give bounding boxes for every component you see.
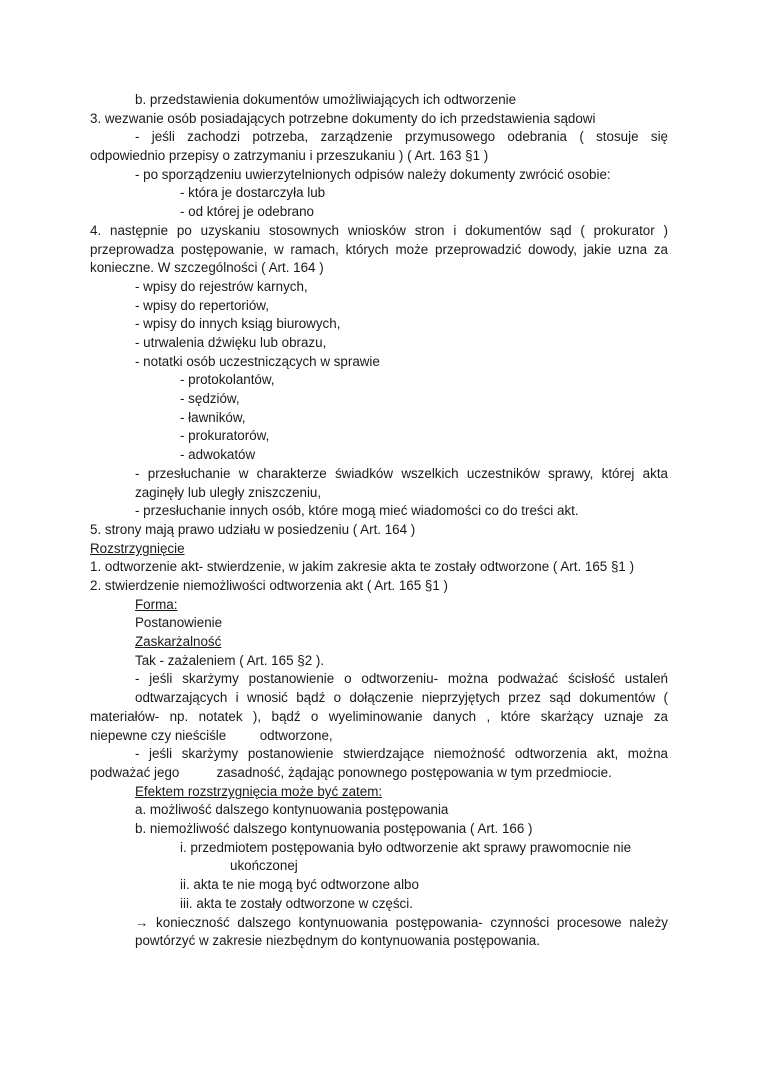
- text-line: 5. strony mają prawo udziału w posiedzeniu ( Art. 164 ): [90, 522, 416, 537]
- text-line: - przesłuchanie w charakterze świadków wszelkich uczestników sprawy, której akta: [135, 466, 668, 481]
- text-line: - jeśli skarżymy postanowienie o odtworzeniu- można podważać ścisłość ustaleń: [135, 671, 668, 686]
- text-line: 1. odtworzenie akt- stwierdzenie, w jakim zakresie akta te zostały odtworzone ( Art. 165 §1 ): [90, 559, 635, 574]
- subheading: Forma:: [135, 597, 178, 612]
- text-line: Tak - zażaleniem ( Art. 165 §2 ).: [135, 653, 325, 668]
- section-heading: Rozstrzygnięcie: [90, 541, 185, 556]
- text-line: - utrwalenia dźwięku lub obrazu,: [135, 335, 327, 350]
- text-line: powtórzyć w zakresie niezbędnym do kontynuowania postępowania.: [135, 933, 540, 948]
- text-line: b. przedstawienia dokumentów umożliwiających ich odtworzenie: [135, 92, 517, 107]
- text-line: materiałów- np. notatek ), bądź o wyeliminowanie danych , które skarżący uznaje za: [90, 709, 668, 724]
- subheading: Efektem rozstrzygnięcia może być zatem:: [135, 784, 383, 799]
- text-line: b. niemożliwość dalszego kontynuowania postępowania ( Art. 166 ): [135, 821, 533, 836]
- text-line: - prokuratorów,: [180, 428, 270, 443]
- text-line: - po sporządzeniu uwierzytelnionych odpisów należy dokumenty zwrócić osobie:: [135, 167, 611, 182]
- text-line: a. możliwość dalszego kontynuowania postępowania: [135, 802, 449, 817]
- text-line: Postanowienie: [135, 615, 223, 630]
- text-line: odtwarzających i wnosić bądź o dołączenie nieprzyjętych przez sąd dokumentów (: [135, 690, 668, 705]
- text-line: niepewne czy nieściśle odtworzone,: [90, 728, 333, 743]
- text-line: 2. stwierdzenie niemożliwości odtworzenia akt ( Art. 165 §1 ): [90, 578, 448, 593]
- text-line: 4. następnie po uzyskaniu stosownych wniosków stron i dokumentów sąd ( prokurator ): [90, 223, 668, 238]
- text-line: - ławników,: [180, 410, 246, 425]
- subheading: Zaskarżalność: [135, 634, 222, 649]
- text-line: - wpisy do innych ksiąg biurowych,: [135, 316, 341, 331]
- text-line: przeprowadza postępowanie, w ramach, których może przeprowadzić dowody, jakie uzna za: [90, 242, 668, 257]
- text-line: ukończonej: [230, 858, 298, 873]
- text-line: - wpisy do repertoriów,: [135, 298, 269, 313]
- text-line: - która je dostarczyła lub: [180, 185, 326, 200]
- text-line: konieczne. W szczególności ( Art. 164 ): [90, 260, 324, 275]
- text-line: - notatki osób uczestniczących w sprawie: [135, 354, 380, 369]
- text-line: - protokolantów,: [180, 372, 275, 387]
- text-line: - od której je odebrano: [180, 204, 314, 219]
- text-line: - wpisy do rejestrów karnych,: [135, 279, 308, 294]
- text-line: odpowiednio przepisy o zatrzymaniu i przeszukaniu ) ( Art. 163 §1 ): [90, 148, 489, 163]
- text-line: zaginęły lub uległy zniszczeniu,: [135, 485, 322, 500]
- text-line: iii. akta te zostały odtworzone w części.: [180, 896, 413, 911]
- text-line: → konieczność dalszego kontynuowania postępowania- czynności procesowe należy: [135, 915, 668, 930]
- text-line: - jeśli skarżymy postanowienie stwierdzające niemożność odtworzenia akt, można: [135, 746, 668, 761]
- text-line: ii. akta te nie mogą być odtworzone albo: [180, 877, 419, 892]
- text-line: podważać jego zasadność, żądając ponownego postępowania w tym przedmiocie.: [90, 765, 612, 780]
- text-line: i. przedmiotem postępowania było odtworzenie akt sprawy prawomocnie nie: [180, 840, 632, 855]
- text-line: - sędziów,: [180, 391, 240, 406]
- text-line: 3. wezwanie osób posiadających potrzebne dokumenty do ich przedstawienia sądowi: [90, 111, 596, 126]
- text-line: - jeśli zachodzi potrzeba, zarządzenie przymusowego odebrania ( stosuje się: [135, 129, 668, 144]
- text-line: - adwokatów: [180, 447, 256, 462]
- text-line: - przesłuchanie innych osób, które mogą mieć wiadomości co do treści akt.: [135, 503, 579, 518]
